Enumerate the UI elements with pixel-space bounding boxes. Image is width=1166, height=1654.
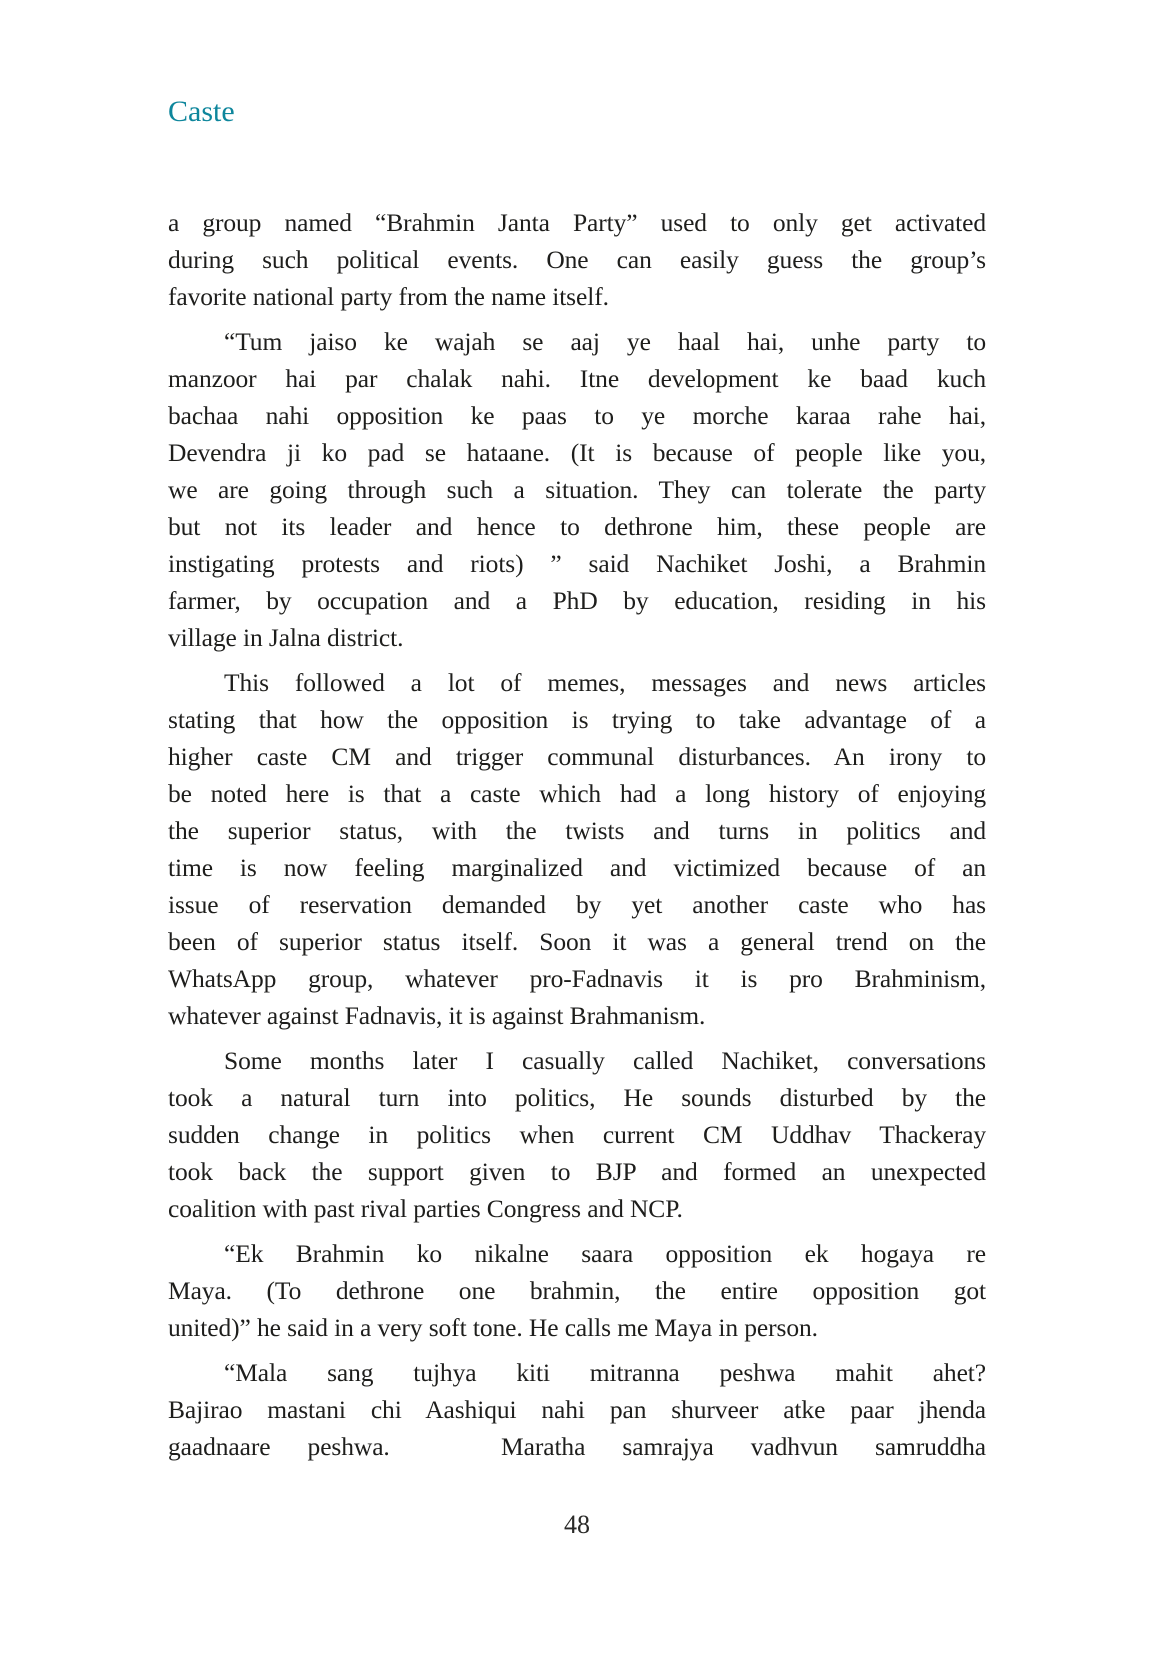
paragraph (168, 1354, 986, 1465)
text-line: united)” he said in a very soft tone. He calls me Maya in person. (168, 1313, 818, 1342)
text-line: time is now feeling marginalized and victimized because of an (168, 853, 986, 882)
text-line: be noted here is that a caste which had a long history of enjoying (168, 779, 986, 808)
text-line: sudden change in politics when current CM Uddhav Thackeray (168, 1120, 986, 1149)
text-line: stating that how the opposition is trying to take advantage of a (168, 705, 986, 734)
paragraph (168, 1235, 986, 1346)
text-line: “Mala sang tujhya kiti mitranna peshwa mahit ahet? (224, 1358, 986, 1387)
text-line: took back the support given to BJP and formed an unexpected (168, 1157, 986, 1186)
text-line: manzoor hai par chalak nahi. Itne development ke baad kuch (168, 364, 986, 393)
text-line: favorite national party from the name itself. (168, 282, 609, 311)
text-line: but not its leader and hence to dethrone him, these people are (168, 512, 986, 541)
text-line: Some months later I casually called Nachiket, conversations (224, 1046, 986, 1075)
text-line: Devendra ji ko pad se hataane. (It is because of people like you, (168, 438, 986, 467)
page-number: 48 (564, 1510, 590, 1539)
text-line: Maya. (To dethrone one brahmin, the entire opposition got (168, 1276, 986, 1305)
text-line: the superior status, with the twists and turns in politics and (168, 816, 986, 845)
text-line: whatever against Fadnavis, it is against Brahmanism. (168, 1001, 706, 1030)
text-line: “Ek Brahmin ko nikalne saara opposition ek hogaya re (224, 1239, 986, 1268)
text-line: during such political events. One can easily guess the group’s (168, 245, 986, 274)
text-line: gaadnaare peshwa. Maratha samrajya vadhvun samruddha (168, 1432, 986, 1461)
text-line: been of superior status itself. Soon it was a general trend on the (168, 927, 986, 956)
text-line: a group named “Brahmin Janta Party” used to only get activated (168, 208, 986, 237)
text-line: “Tum jaiso ke wajah se aaj ye haal hai, unhe party to (224, 327, 986, 356)
text-line: higher caste CM and trigger communal disturbances. An irony to (168, 742, 986, 771)
text-line: we are going through such a situation. They can tolerate the party (168, 475, 986, 504)
chapter-title: Caste (168, 95, 235, 128)
paragraph (168, 664, 986, 1034)
text-line: This followed a lot of memes, messages and news articles (224, 668, 986, 697)
text-line: farmer, by occupation and a PhD by education, residing in his (168, 586, 986, 615)
body-text (168, 204, 986, 1473)
text-line: Bajirao mastani chi Aashiqui nahi pan shurveer atke paar jhenda (168, 1395, 986, 1424)
text-line: village in Jalna district. (168, 623, 404, 652)
paragraph (168, 1042, 986, 1227)
text-line: WhatsApp group, whatever pro-Fadnavis it is pro Brahminism, (168, 964, 986, 993)
text-line: issue of reservation demanded by yet another caste who has (168, 890, 986, 919)
text-line: bachaa nahi opposition ke paas to ye morche karaa rahe hai, (168, 401, 986, 430)
paragraph (168, 323, 986, 656)
paragraph (168, 204, 986, 315)
text-line: instigating protests and riots) ” said Nachiket Joshi, a Brahmin (168, 549, 986, 578)
text-line: took a natural turn into politics, He sounds disturbed by the (168, 1083, 986, 1112)
text-line: coalition with past rival parties Congress and NCP. (168, 1194, 683, 1223)
